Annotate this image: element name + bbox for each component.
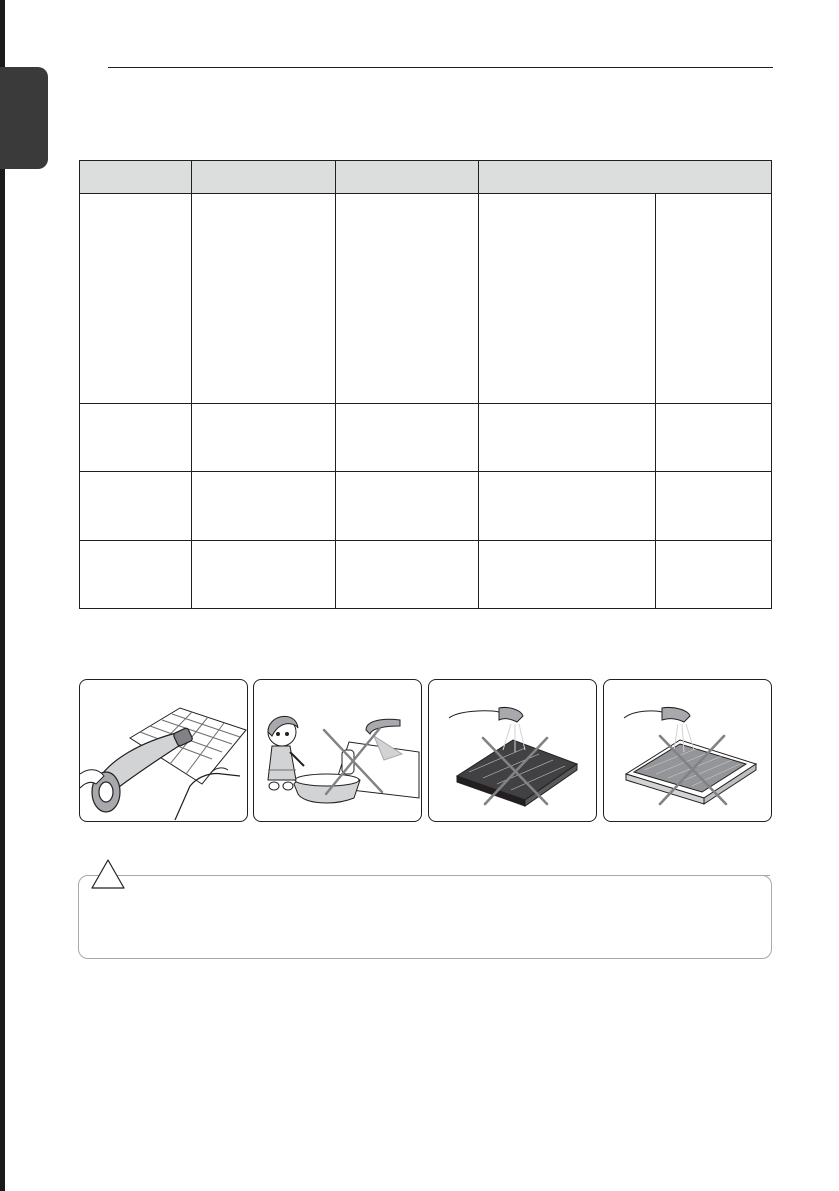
- table-cell: [656, 472, 772, 540]
- table-cell: [336, 472, 479, 540]
- header-rule: [108, 67, 773, 68]
- caution-box: [78, 875, 772, 959]
- caution-title-rule: [228, 875, 770, 876]
- header-cell: [479, 161, 772, 194]
- table-cell: [80, 472, 192, 540]
- table-cell: [80, 540, 192, 608]
- table-cell: [336, 540, 479, 608]
- table-cell: [479, 540, 656, 608]
- table-cell: [192, 540, 336, 608]
- table-cell: [656, 404, 772, 472]
- crop-mark: [0, 0, 5, 1191]
- no-water-mesh-filter-icon: [604, 680, 771, 821]
- table-cell: [479, 472, 656, 540]
- no-water-filter-icon: [429, 680, 596, 821]
- illustration-no-water-mesh-filter: [603, 679, 772, 822]
- table-cell: [192, 194, 336, 404]
- warning-triangle-icon: [90, 858, 126, 890]
- language-side-tab: [0, 67, 48, 169]
- header-cell: [80, 161, 192, 194]
- illustration-no-washing: [253, 679, 422, 822]
- vacuum-filter-icon: [80, 680, 247, 821]
- table-row: [80, 540, 772, 608]
- table-cell: [336, 194, 479, 404]
- maintenance-table: [79, 160, 772, 609]
- illustration-vacuum-filter: [79, 679, 248, 822]
- table-row: [80, 472, 772, 540]
- table-row: [80, 194, 772, 404]
- illustration-no-water-dark-filter: [428, 679, 597, 822]
- no-washing-filter-icon: [254, 680, 421, 821]
- table-header-row: [80, 161, 772, 194]
- table-cell: [192, 472, 336, 540]
- header-cell: [192, 161, 336, 194]
- table-cell: [80, 404, 192, 472]
- table-cell: [336, 404, 479, 472]
- table-cell: [656, 194, 772, 404]
- table-cell: [192, 404, 336, 472]
- table-row: [80, 404, 772, 472]
- header-cell: [336, 161, 479, 194]
- table-cell: [479, 194, 656, 404]
- table-cell: [656, 540, 772, 608]
- table-cell: [80, 194, 192, 404]
- table-cell: [479, 404, 656, 472]
